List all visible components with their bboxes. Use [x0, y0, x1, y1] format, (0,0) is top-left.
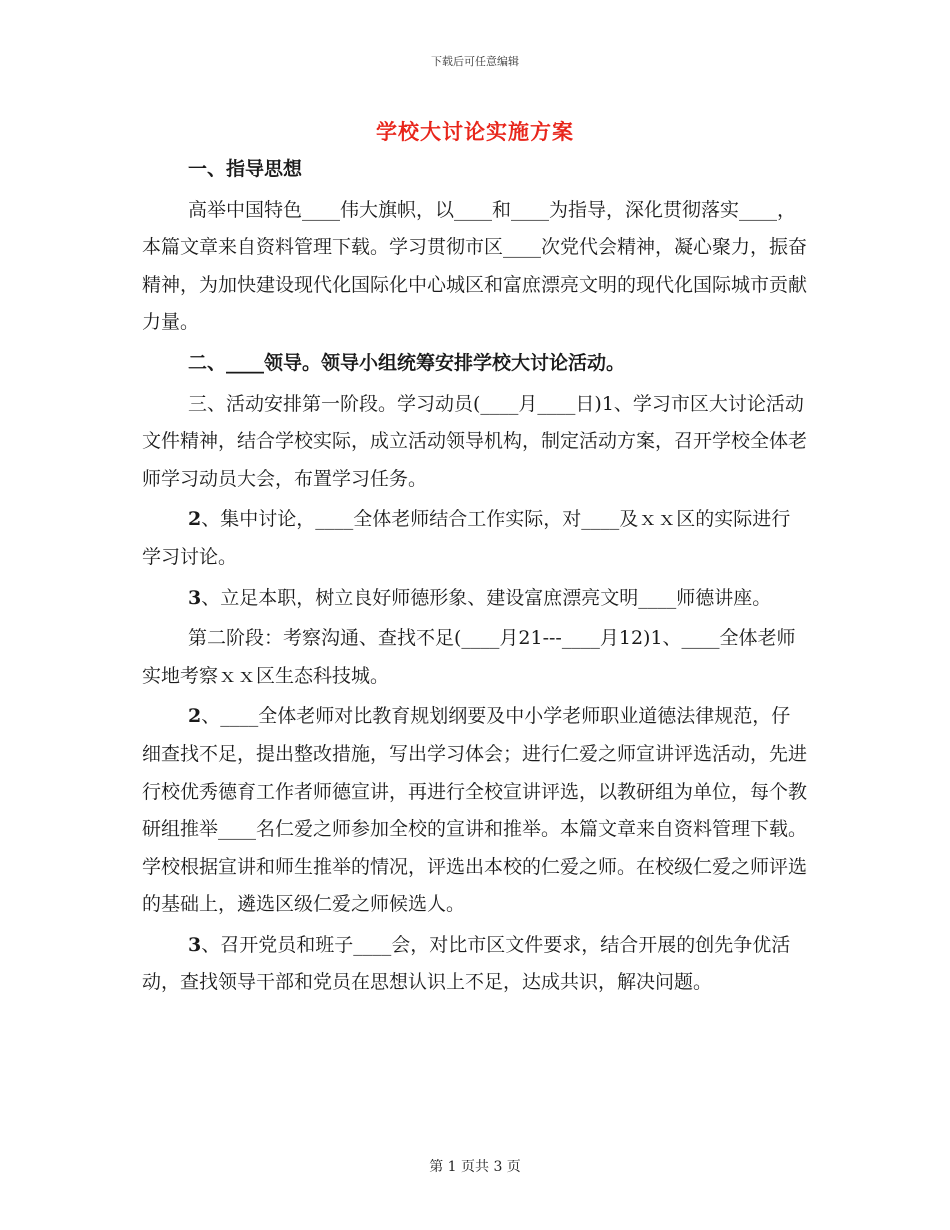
item-number: 3 [188, 586, 202, 609]
section-1-heading: 一、指导思想 [188, 158, 303, 180]
paragraph-guiding-ideology: 高举中国特色____伟大旗帜，以____和____为指导，深化贯彻落实____，本篇文章来自资料管理下载。学习贯彻市区____次党代会精神，凝心聚力，振奋精神，为加快建设现代化国际化中心城区和富庶漂亮文明的现代化国际城市贡献力量。 [142, 198, 808, 334]
paragraph-stage2-item1: 第二阶段：考察沟通、查找不足(____月21---____月12)1、____全体老师实地考察ｘｘ区生态科技城。 [142, 627, 796, 687]
header-note: 下载后可任意编辑 [431, 55, 519, 68]
item-text: 、立足本职，树立良好师德形象、建设富庶漂亮文明____师德讲座。 [201, 586, 772, 609]
item-number: 2 [188, 705, 202, 728]
item-text: 、集中讨论，____全体老师结合工作实际，对____及ｘｘ区的实际进行学习讨论。 [142, 508, 791, 568]
paragraph-stage1-item2 [142, 501, 808, 576]
document-body [142, 151, 808, 1005]
paragraph-stage2-item3 [142, 927, 808, 1002]
item-text: 、召开党员和班子____会，对比市区文件要求，结合开展的创先争优活动，查找领导干部和党员在思想认识上不足，达成共识，解决问题。 [142, 933, 791, 994]
document-title: 学校大讨论实施方案 [376, 119, 574, 144]
section-2-heading: 二、____领导。领导小组统筹安排学校大讨论活动。 [188, 351, 626, 374]
item-number: 3 [188, 933, 202, 956]
paragraph-stage2-item2 [142, 698, 808, 924]
item-number: 2 [188, 508, 202, 531]
paragraph-stage1-item3 [142, 580, 808, 618]
page-footer: 第 1 页共 3 页 [429, 1159, 521, 1175]
item-text: 、____全体老师对比教育规划纲要及中小学老师职业道德法律规范，仔细查找不足，提出整改措施，写出学习体会；进行仁爱之师宣讲评选活动，先进行校优秀德育工作者师德宣讲，再进行全校宣讲评选，以教研组为单位，每个教研组推举____名仁爱之师参加全校的宣讲和推举。本篇文章来自资料管理下载。学校根据宣讲和师生推举的情况，评选出本校的仁爱之师。在校级仁爱之师评选的基础上，遴选区级仁爱之师候选人。 [142, 705, 808, 916]
paragraph-stage1-item1: 三、活动安排第一阶段。学习动员(____月____日)1、学习市区大讨论活动文件精神，结合学校实际，成立活动领导机构，制定活动方案，召开学校全体老师学习动员大会，布置学习任务。 [142, 392, 808, 490]
